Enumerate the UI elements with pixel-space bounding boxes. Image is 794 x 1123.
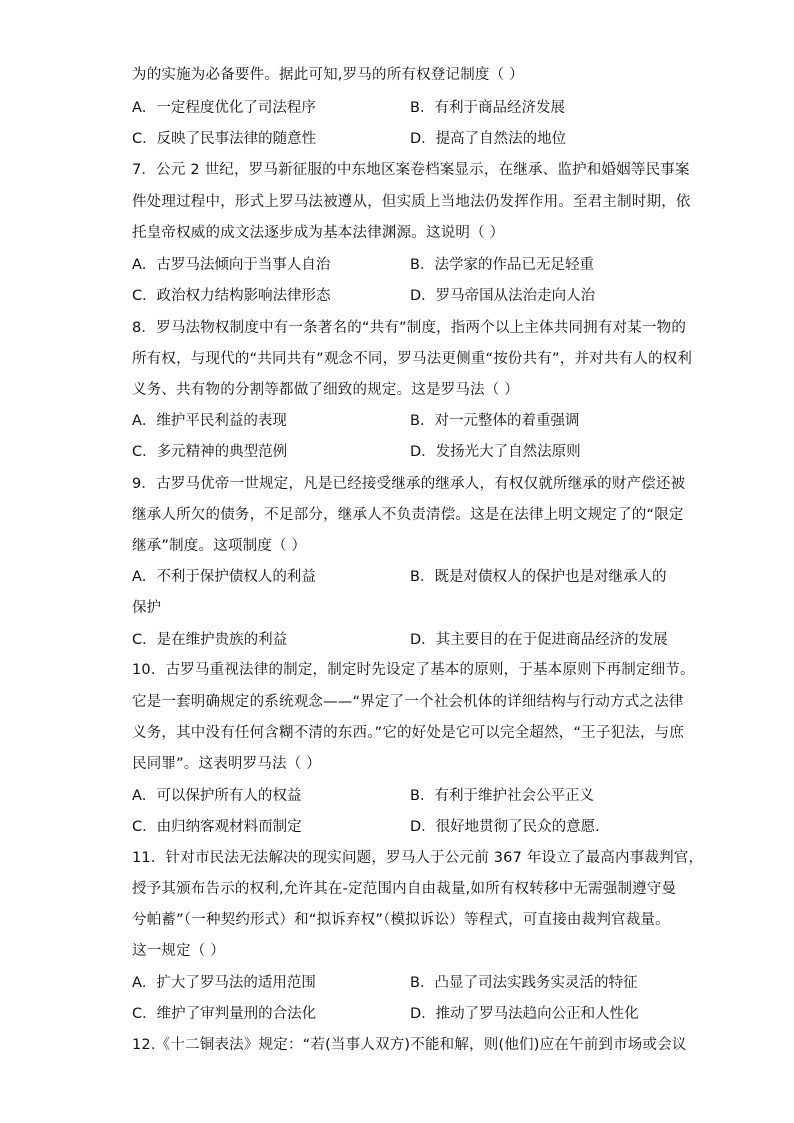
question-11-stem-line: 这一规定（ ）	[132, 943, 226, 959]
question-9-option-d: D．其主要目的在于促进商品经济的发展	[410, 632, 668, 648]
question-9-option-b: B．既是对债权人的保护也是对继承人的	[410, 569, 667, 585]
question-11-option-b: B．凸显了司法实践务实灵活的特征	[410, 975, 638, 991]
question-10-option-c: C．由归纳客观材料而制定	[132, 819, 302, 835]
question-10-stem-line: 它是一套明确规定的系统观念——“界定了一个社会机体的详细结构与行动方式之法律	[132, 694, 684, 710]
question-9-stem-line: 继承人所欠的债务，不足部分，继承人不负责清偿。这是在法律上明文规定了的“限定	[132, 507, 684, 523]
question-6-option-a: A．一定程度优化了司法程序	[132, 100, 316, 116]
question-10-stem-line: 10．古罗马重视法律的制定，制定时先设定了基本的原则，于基本原则下再制定细节。	[132, 662, 695, 678]
question-9-option-c: C．是在维护贵族的利益	[132, 632, 288, 648]
question-7-stem-line: 件处理过程中，形式上罗马法被遵从，但实质上当地法仍发挥作用。至君主制时期，依	[132, 194, 691, 210]
question-8-option-d: D．发扬光大了自然法原则	[410, 444, 581, 460]
question-10-option-b: B．有利于维护社会公平正义	[410, 788, 594, 804]
question-6-option-d: D．提高了自然法的地位	[410, 131, 567, 147]
question-11-option-c: C．维护了审判量刑的合法化	[132, 1006, 317, 1022]
question-7-stem-line: 7．公元 2 世纪，罗马新征服的中东地区案卷档案显示，在继承、监护和婚姻等民事案	[132, 162, 690, 178]
question-11-stem-line: 授予其颁布告示的权利,允许其在-定范围内自由裁量,如所有权转移中无需强制遵守曼	[132, 881, 677, 897]
question-9-stem-line: 继承”制度。这项制度（ ）	[132, 538, 307, 554]
question-7-option-d: D．罗马帝国从法治走向人治	[410, 288, 596, 304]
question-10-stem-line: 民同罪”。这表明罗马法（ ）	[132, 756, 321, 772]
question-11-stem-line: 11．针对市民法无法解决的现实问题，罗马人于公元前 367 年设立了最高内事裁判官，	[132, 850, 704, 866]
question-8-stem-line: 8．罗马法物权制度中有一条著名的“共有”制度，指两个以上主体共同拥有对某一物的	[132, 320, 687, 336]
question-11-stem-line: 兮帕蓄”（一种契约形式）和“拟诉弃权”（模拟诉讼）等程式，可直接由裁判官裁量。	[132, 912, 670, 928]
question-7-option-a: A．古罗马法倾向于当事人自治	[132, 257, 331, 273]
question-6-option-b: B．有利于商品经济发展	[410, 100, 565, 116]
question-8-stem-line: 义务、共有物的分割等都做了细致的规定。这是罗马法（ ）	[132, 382, 520, 398]
question-9-option-b-continued: 保护	[132, 600, 161, 616]
question-7-stem-line: 托皇帝权威的成文法逐步成为基本法律渊源。这说明（ ）	[132, 225, 505, 241]
question-6-stem-end: 为的实施为必备要件。据此可知,罗马的所有权登记制度（ ）	[132, 67, 524, 83]
question-11-option-d: D．推动了罗马法趋向公正和人性化	[410, 1006, 639, 1022]
question-7-option-c: C．政治权力结构影响法律形态	[132, 288, 331, 304]
question-10-option-a: A．可以保护所有人的权益	[132, 788, 302, 804]
question-8-option-c: C．多元精神的典型范例	[132, 444, 288, 460]
question-10-option-d: D．很好地贯彻了民众的意愿.	[410, 819, 600, 835]
question-8-option-a: A．维护平民利益的表现	[132, 413, 287, 429]
question-9-stem-line: 9．古罗马优帝一世规定，凡是已经接受继承的继承人，有权仅就所继承的财产偿还被	[132, 476, 686, 492]
question-8-stem-line: 所有权，与现代的“共同共有”观念不同，罗马法更侧重“按份共有”，并对共有人的权利	[132, 351, 693, 367]
question-11-option-a: A．扩大了罗马法的适用范围	[132, 975, 316, 991]
question-6-option-c: C．反映了民事法律的随意性	[132, 131, 317, 147]
question-8-option-b: B．对一元整体的着重强调	[410, 413, 580, 429]
question-7-option-b: B．法学家的作品已无足轻重	[410, 257, 594, 273]
question-12-stem-line: 12.《十二铜表法》规定：“若(当事人双方)不能和解，则(他们)应在午前到市场或会议	[132, 1037, 687, 1053]
question-9-option-a: A．不利于保护债权人的利益	[132, 569, 316, 585]
question-10-stem-line: 义务，其中没有任何含糊不清的东西。”它的好处是它可以完全超然，“王子犯法，与庶	[132, 725, 685, 741]
